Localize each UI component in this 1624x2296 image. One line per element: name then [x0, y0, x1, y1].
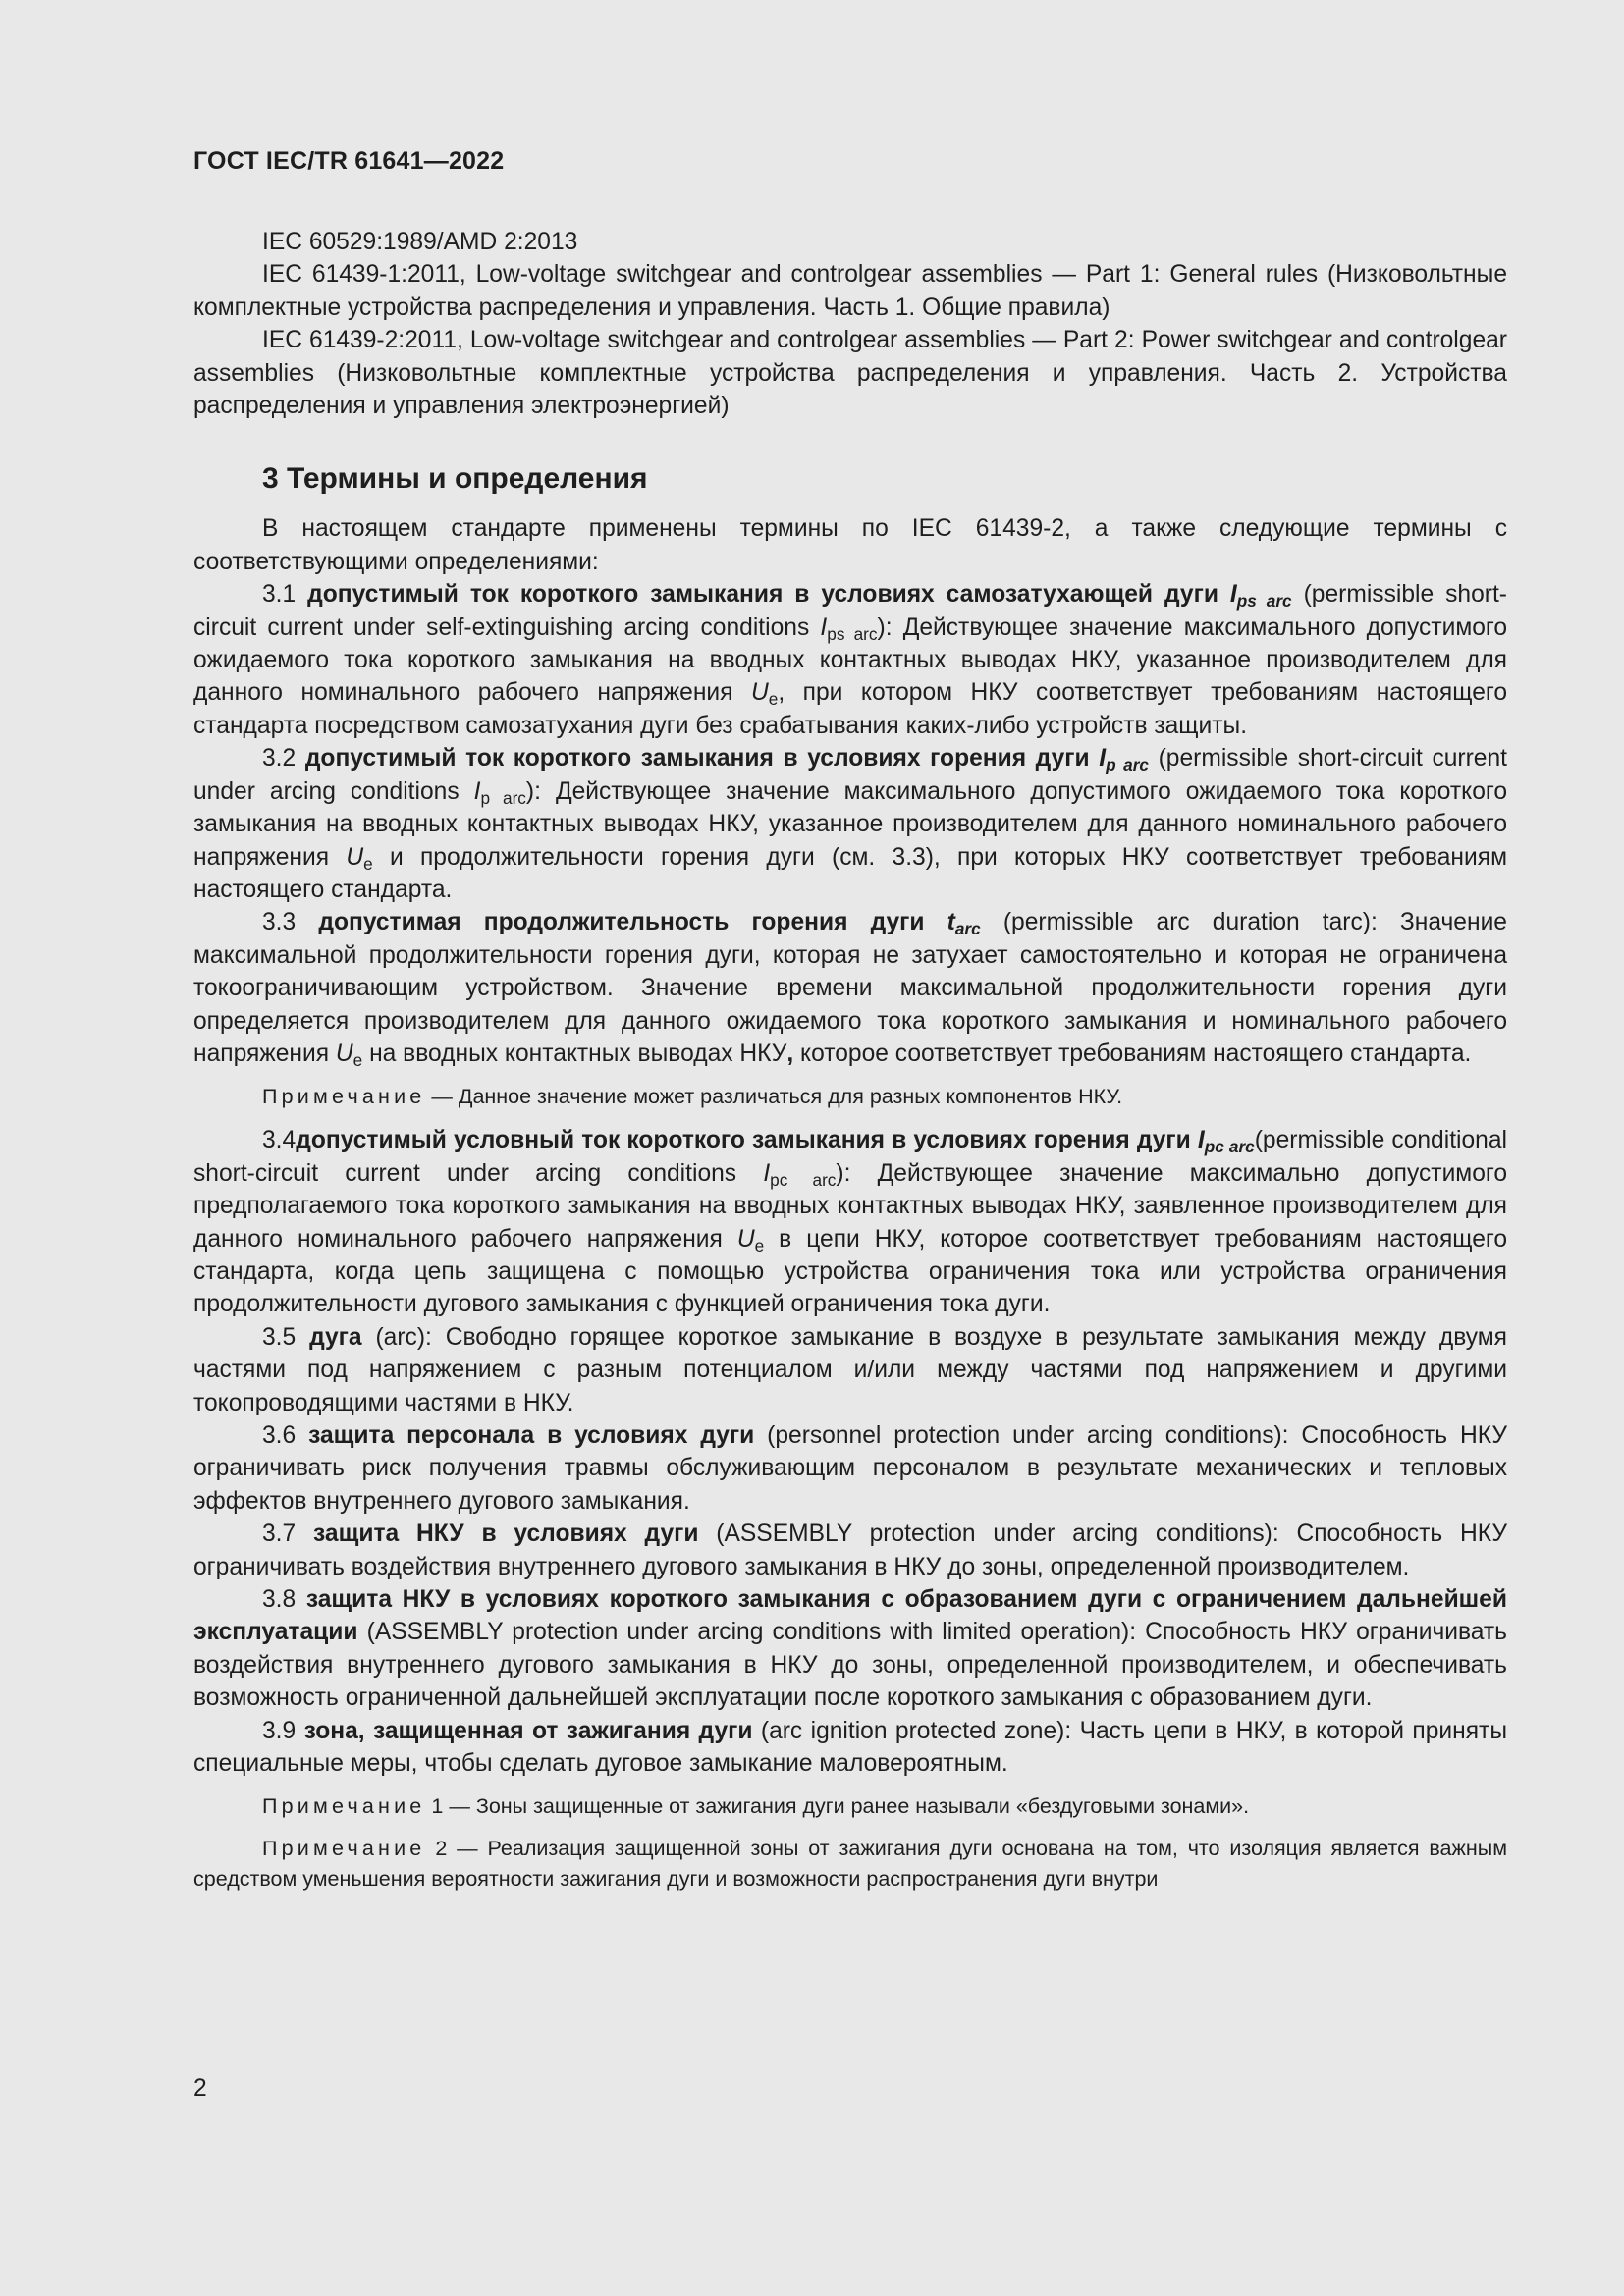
term-name: защита персонала в условиях дуги: [308, 1422, 755, 1449]
term-definition: (arc ignition protected zone): Часть цепи в НКУ, в которой приняты специальные меры, чтобы сделать дуговое замыкание маловероятным.: [193, 1717, 1507, 1778]
term-3-3: 3.3 допустимая продолжительность горения дуги $t_{arc}$ (permissible arc duration tarc): Значение максимальной продолжительности горения дуги, которая не затухает самостоятельно и которая не ограничена токоограничивающим устройством. Значение времени максимальной продолжительности горения дуги определяется производителем для данного ожидаемого тока короткого замыкания и номинального рабочего напряжения $U_e$ на вводных контактных выводах НКУ, которое соответствует требованиям настоящего стандарта.: [193, 909, 1507, 1071]
term-symbol: $I_{ps arc}$: [1229, 581, 1292, 612]
term-3-2: 3.2 допустимый ток короткого замыкания в условиях горения дуги $I_{p arc}$ (permissible short-circuit current under arcing conditions $I_{p arc}$): Действующее значение максимального допустимого ожидаемого тока короткого замыкания на вводных контактных выводах НКУ, указанное производителем для данного номинального рабочего напряжения $U_e$ и продолжительности горения дуги (см. 3.3), при которых НКУ соответствует требованиям настоящего стандарта.: [193, 745, 1508, 903]
term-name: допустимый ток короткого замыкания в условиях горения дуги: [304, 745, 1090, 773]
term-symbol-inline: I: [820, 614, 828, 641]
note-3-9-2: Примечание 2 — Реализация защищенной зоны от зажигания дуги основана на том, что изоляция является важным средством уменьшения вероятности зажигания дуги и возможности распространения дуги внутри: [193, 1837, 1507, 1892]
reference-item: IEC 61439-1:2011, Low-voltage switchgear and controlgear assemblies — Part 1: General rules (Низковольтные комплектные устройства распределения и управления. Часть 1. Общие правила): [193, 261, 1507, 321]
term-number: 3.2: [262, 745, 297, 773]
page-number: 2: [193, 2075, 207, 2102]
term-name: зона, защищенная от зажигания дуги: [303, 1717, 753, 1744]
term-name: защита НКУ в условиях короткого замыкания с образованием дуги с ограничением дальнейшей эксплуатации: [193, 1586, 1507, 1646]
term-name: допустимый ток короткого замыкания в условиях самозатухающей дуги: [307, 581, 1218, 609]
term-name: допустимый условный ток короткого замыкания в условиях горения дуги: [296, 1127, 1191, 1154]
term-definition: (personnel protection under arcing conditions): Способность НКУ ограничивать риск получения травмы обслуживающим персоналом в результате механических и тепловых эффектов внутреннего дугового замыкания.: [193, 1422, 1507, 1515]
term-name: защита НКУ в условиях дуги: [313, 1521, 699, 1548]
term-symbol: $I_{pc arc}$: [1197, 1127, 1255, 1157]
reference-item: IEC 60529:1989/AMD 2:2013: [262, 229, 578, 255]
note-label: Примечание: [262, 1794, 426, 1819]
term-definition: (ASSEMBLY protection under arcing conditions with limited operation): Способность НКУ ограничивать воздействия внутреннего дугового замыкания в НКУ до зоны, определенной производителем, и обеспечивать возможность ограниченной дальнейшей эксплуатации после короткого замыкания с образованием дуги.: [193, 1619, 1507, 1712]
term-number: 3.1: [262, 581, 297, 609]
term-definition: (permissible conditional short-circuit current under arcing conditions: [193, 1127, 1507, 1187]
document-body: [193, 226, 1507, 1906]
term-number: 3.6: [262, 1422, 297, 1449]
term-number: 3.8: [262, 1586, 297, 1614]
term-definition: (permissible arc duration tarc): Значение максимальной продолжительности горения дуги, которая не затухает самостоятельно и которая не ограничена токоограничивающим устройством. Значение времени максимальной продолжительности горения дуги определяется производителем для данного ожидаемого тока короткого замыкания и номинального рабочего напряжения: [193, 909, 1507, 1067]
term-number: 3.5: [262, 1323, 297, 1351]
note-3-3: Примечание — Данное значение может различаться для разных компонентов НКУ.: [262, 1085, 1123, 1109]
section-title: 3 Термины и определения: [262, 462, 648, 496]
term-name: дуга: [309, 1323, 362, 1351]
term-3-6: [193, 1419, 1507, 1518]
term-number: 3.9: [262, 1717, 297, 1744]
term-3-1: 3.1 допустимый ток короткого замыкания в условиях самозатухающей дуги $I_{ps arc}$ (permissible short-circuit current under self-extinguishing arcing conditions $I_{ps arc}$): Действующее значение максимального допустимого ожидаемого тока короткого замыкания на вводных контактных выводах НКУ, указанное производителем для данного номинального рабочего напряжения $U_e$, при котором НКУ соответствует требованиям настоящего стандарта посредством самозатухания дуги без срабатывания каких-либо устройств защиты.: [193, 581, 1508, 739]
term-name: допустимая продолжительность горения дуги: [318, 909, 925, 936]
term-3-8: [193, 1583, 1507, 1715]
term-definition: (permissible short-circuit current under arcing conditions: [193, 745, 1507, 805]
note-label: Примечание: [262, 1085, 426, 1109]
term-3-9: [193, 1715, 1507, 1781]
term-symbol: $t_{arc}$: [947, 909, 981, 939]
term-definition: (arc): Свободно горящее короткое замыкание в воздухе в результате замыкания между двумя частями под напряжением с разным потенциалом и/или между частями под напряжением и другими токопроводящими частями в НКУ.: [193, 1323, 1507, 1416]
term-3-4: 3.4допустимый условный ток короткого замыкания в условиях горения дуги $I_{pc arc}(permissible$ conditional short-circuit current under arcing conditions $I_{pc arc}$): Действующее значение максимально допустимого предполагаемого тока короткого замыкания на вводных контактных выводах НКУ, заявленное производителем для данного номинального рабочего напряжения $U_e$ в цепи НКУ, которое соответствует требованиям настоящего стандарта, когда цепь защищена с помощью устройства ограничения тока или устройства ограничения продолжительности дугового замыкания с функцией ограничения тока дуги.: [193, 1127, 1508, 1318]
term-definition: (ASSEMBLY protection under arcing conditions): Способность НКУ ограничивать воздействия внутреннего дугового замыкания в НКУ до зоны, определенной производителем.: [193, 1521, 1507, 1580]
term-number: 3.4: [262, 1127, 297, 1154]
term-number: 3.3: [262, 909, 297, 936]
term-3-5: [193, 1321, 1507, 1419]
section-intro: В настоящем стандарте применены термины по IEC 61439-2, а также следующие термины с соответствующими определениями:: [193, 515, 1507, 575]
term-number: 3.7: [262, 1521, 297, 1548]
term-symbol: $I_{p arc}$: [1099, 745, 1150, 775]
term-definition: (permissible short-circuit current under self-extinguishing arcing conditions: [193, 581, 1507, 641]
document-header: ГОСТ IEC/TR 61641—2022: [193, 147, 505, 175]
term-3-7: [193, 1518, 1507, 1583]
note-label: Примечание: [262, 1837, 426, 1861]
reference-item: IEC 61439-2:2011, Low-voltage switchgear and controlgear assemblies — Part 2: Power switchgear and controlgear assemblies (Низковольтные комплектные устройства распределения и управления. Часть 2. Устройства распределения и управления электроэнергией): [193, 327, 1507, 420]
note-3-9-1: Примечание 1 — Зоны защищенные от зажигания дуги ранее называли «бездуговыми зонами».: [262, 1794, 1250, 1819]
